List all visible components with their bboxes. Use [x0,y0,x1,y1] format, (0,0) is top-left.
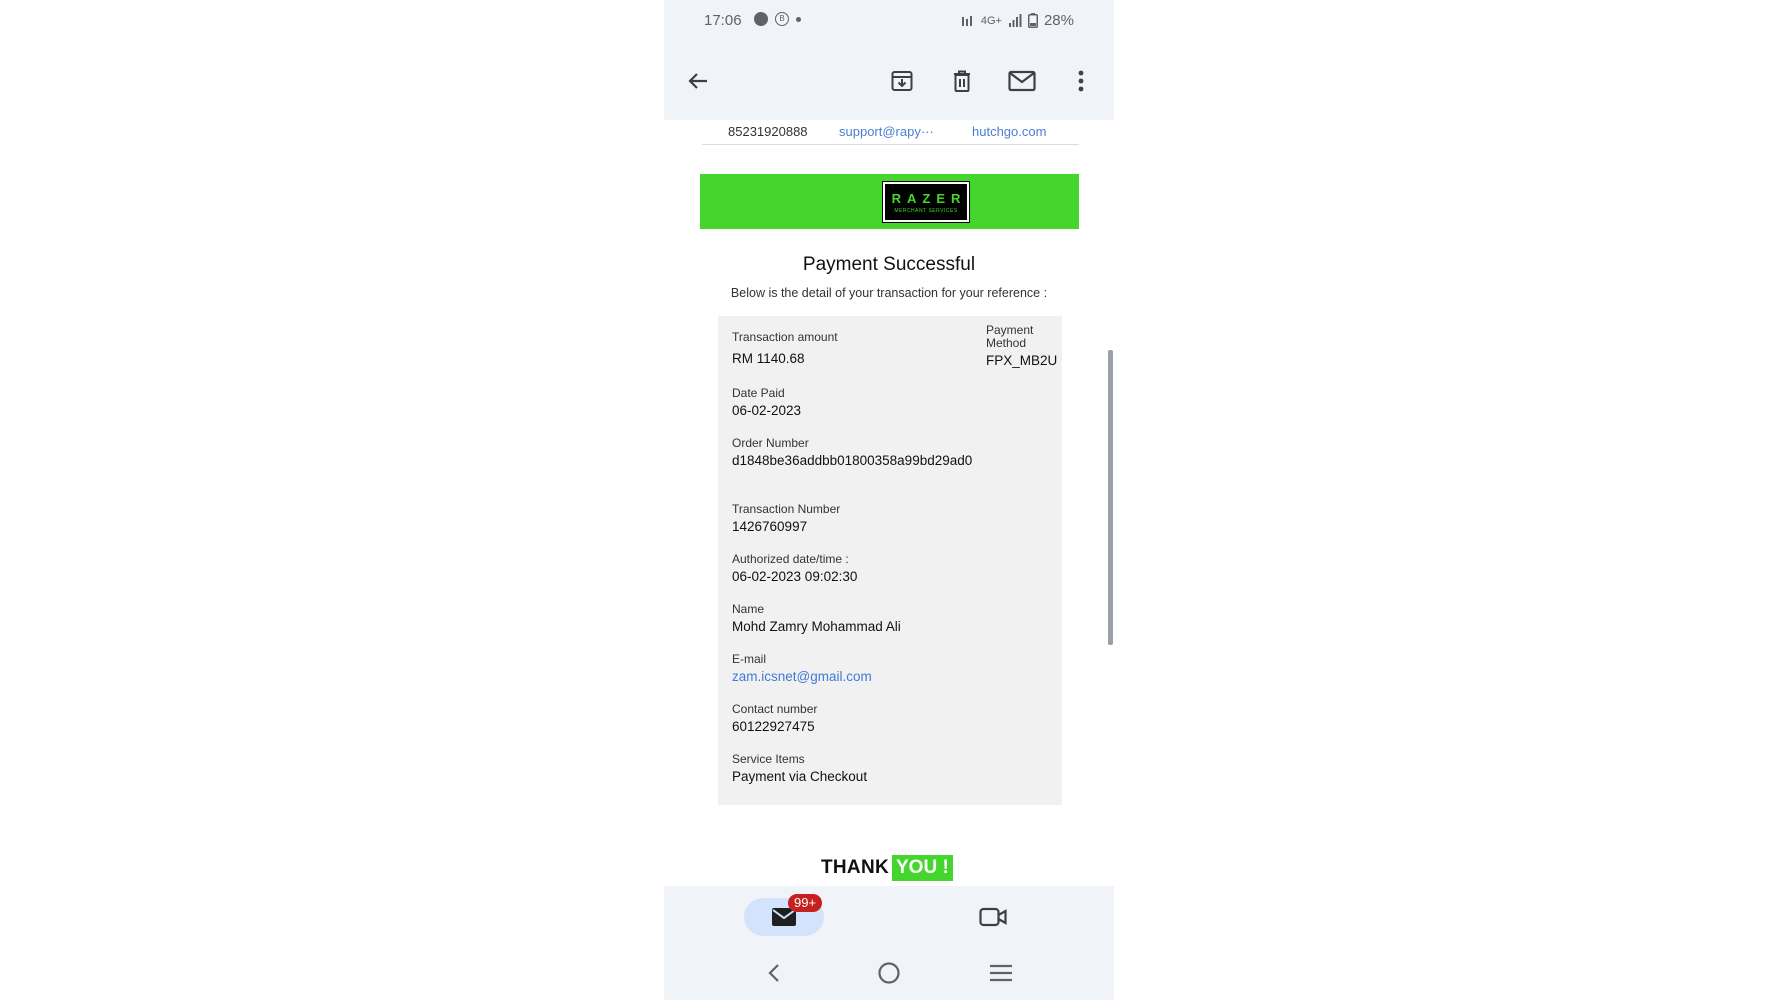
service-items-label: Service Items [732,752,805,766]
payment-method-label: Payment Method [986,323,1034,350]
order-number-field [732,436,982,469]
email-label: E-mail [732,652,767,666]
archive-icon [890,69,914,93]
authorized-datetime-field [732,552,857,585]
mail-icon [1008,70,1036,92]
archive-button[interactable] [885,64,919,98]
payment-subtitle: Below is the detail of your transaction for your reference : [730,286,1048,300]
email-value-link[interactable]: zam.icsnet@gmail.com [732,669,872,684]
battery-icon [1028,13,1038,28]
merchant-phone: 85231920888 [728,124,808,139]
transaction-amount-label: Transaction amount [732,330,838,344]
name-field [732,602,901,635]
mark-unread-button[interactable] [1005,64,1039,98]
contact-number-value: 60122927475 [732,719,815,734]
payment-title: Payment Successful [802,254,976,275]
wifi-calling-icon [961,14,975,28]
payment-method-value: FPX_MB2U [986,353,1058,368]
scrollbar-thumb[interactable] [1108,350,1113,645]
name-label: Name [732,602,765,616]
unread-count-badge: 99+ [788,894,822,912]
name-value: Mohd Zamry Mohammad Ali [732,619,901,634]
transaction-number-field [732,502,840,535]
logo-text: RAZER [891,190,967,206]
network-type: 4G+ [980,14,1002,27]
delete-button[interactable] [945,64,979,98]
razer-logo [883,182,969,222]
status-time: 17:06 [704,12,742,29]
bottom-navigation [664,886,1114,946]
you-text: YOU ! [892,855,953,881]
transaction-number-label: Transaction Number [732,502,841,516]
trash-icon [951,69,973,93]
thank-you-banner [821,855,953,881]
video-icon [979,906,1007,928]
chevron-left-icon [767,963,781,983]
order-number-value: d1848be36addbb01800358a99bd29ad0 [732,453,973,468]
status-bar [664,0,1114,40]
system-back-button[interactable] [759,958,789,988]
more-options-button[interactable] [1064,64,1098,98]
transaction-amount-field [732,330,838,367]
authorized-datetime-label: Authorized date/time : [732,552,849,566]
phone-screen [664,0,1114,1000]
email-field [732,652,872,685]
razer-banner [700,174,1079,229]
payment-method-field [986,324,1058,369]
battery-percent: 28% [1043,12,1074,29]
home-circle-icon [877,961,901,985]
thank-text: THANK [821,857,889,878]
transaction-amount-value: RM 1140.68 [732,351,805,366]
system-navigation-bar [664,946,1114,1000]
menu-lines-icon [989,964,1013,982]
more-notifications-dot-icon [796,17,801,22]
arrow-left-icon [687,70,709,92]
signal-icon [1008,14,1022,28]
transaction-number-value: 1426760997 [732,519,808,534]
date-paid-field [732,386,801,419]
merchant-support-email-link[interactable]: support@rapy··· [839,124,934,139]
date-paid-value: 06-02-2023 [732,403,802,418]
date-paid-label: Date Paid [732,386,785,400]
contact-number-field [732,702,817,735]
logo-subtext: MERCHANT SERVICES [894,207,958,214]
back-button[interactable] [681,64,715,98]
authorized-datetime-value: 06-02-2023 09:02:30 [732,569,858,584]
meet-tab[interactable] [975,902,1011,932]
merchant-website-link[interactable]: hutchgo.com [972,124,1047,139]
system-home-button[interactable] [874,958,904,988]
b-circle-icon: B [775,12,789,26]
notification-icons [754,12,801,26]
system-recents-button[interactable] [986,958,1016,988]
service-items-field [732,752,867,785]
order-number-label: Order Number [732,436,809,450]
merchant-contact-row [702,120,1079,145]
email-toolbar [664,50,1114,112]
email-body [664,120,1114,886]
telegram-icon [754,12,768,26]
system-status [961,12,1074,29]
more-vert-icon [1078,70,1084,92]
service-items-value: Payment via Checkout [732,769,868,784]
transaction-details-card [718,316,1062,805]
contact-number-label: Contact number [732,702,818,716]
